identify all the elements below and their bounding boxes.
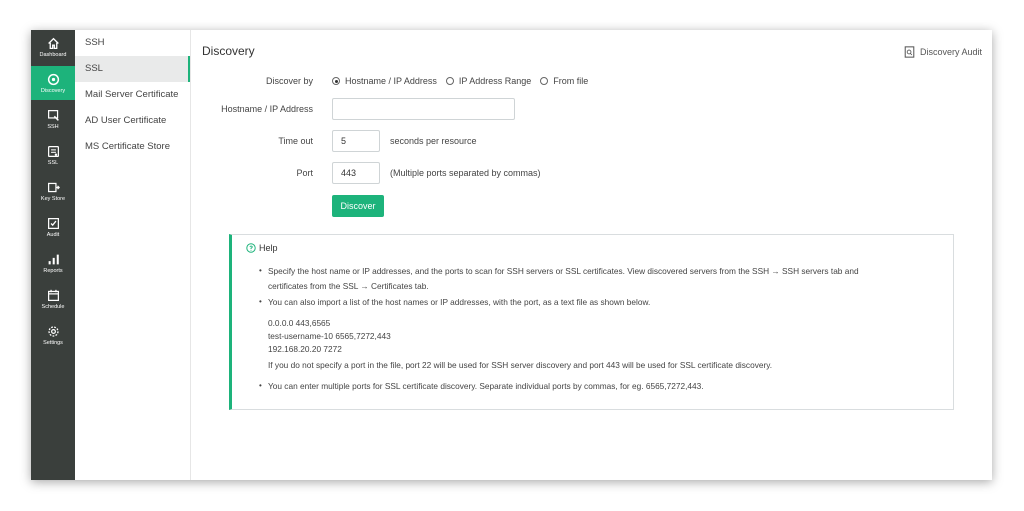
help-panel xyxy=(229,234,954,410)
option-from-file[interactable] xyxy=(540,76,588,86)
option-ip-range-label: IP Address Range xyxy=(458,76,532,86)
hostname-input[interactable] xyxy=(332,98,515,120)
rail-item-ssl[interactable] xyxy=(31,138,75,172)
hostname-label: Hostname / IP Address xyxy=(221,104,313,114)
subnav-item-ms-certificate-store[interactable]: MS Certificate Store xyxy=(85,141,170,152)
sub-navigation xyxy=(75,30,191,480)
subnav-item-ssh[interactable]: SSH xyxy=(85,37,105,48)
rail-item-schedule[interactable] xyxy=(31,282,75,316)
help-line-1b: certificates from the SSL → Certificates tab. xyxy=(268,281,429,291)
discover-by-options xyxy=(332,76,597,86)
bullet-dot: • xyxy=(259,266,262,275)
ssl-icon xyxy=(47,145,60,158)
timeout-hint: seconds per resource xyxy=(390,136,477,146)
ssh-icon xyxy=(47,109,60,122)
example-line-2: test-username-10 6565,7272,443 xyxy=(268,331,391,341)
help-note: If you do not specify a port in the file, port 22 will be used for SSH server discovery and port 443 will be used for SSL certificate discovery. xyxy=(268,360,773,370)
rail-item-key-store[interactable] xyxy=(31,174,75,208)
option-ip-range[interactable] xyxy=(446,76,531,86)
help-line-2: You can also import a list of the host names or IP addresses, with the port, as a text file as shown below. xyxy=(268,297,651,307)
rail-label: Discovery xyxy=(40,87,66,94)
port-hint: (Multiple ports separated by commas) xyxy=(390,168,541,178)
help-heading xyxy=(246,243,278,253)
timeout-input[interactable]: 5 xyxy=(332,130,380,152)
rail-label: Settings xyxy=(43,339,63,346)
rail-item-dashboard[interactable] xyxy=(31,30,75,64)
rail-item-discovery[interactable] xyxy=(31,66,75,100)
rail-label: SSL xyxy=(47,159,59,166)
timeout-label: Time out xyxy=(278,136,313,146)
icon-rail xyxy=(31,30,75,480)
audit-icon xyxy=(47,217,60,230)
help-title: Help xyxy=(259,243,278,253)
subnav-item-ssl[interactable]: SSL xyxy=(75,56,190,82)
help-line-1: Specify the host name or IP addresses, and the ports to scan for SSH servers or SSL certificates. View discovered servers from the SSH → SSH servers tab and xyxy=(268,266,859,276)
discover-button[interactable]: Discover xyxy=(332,195,384,217)
help-icon xyxy=(246,243,256,253)
discover-by-label: Discover by xyxy=(265,76,313,86)
audit-report-icon xyxy=(904,46,915,58)
settings-icon xyxy=(47,325,60,338)
bullet-dot: • xyxy=(259,297,262,306)
rail-item-settings[interactable] xyxy=(31,318,75,352)
rail-label: Audit xyxy=(46,231,60,238)
example-line-1: 0.0.0.0 443,6565 xyxy=(268,318,331,328)
port-input[interactable]: 443 xyxy=(332,162,380,184)
rail-label: Key Store xyxy=(40,195,66,202)
rail-label: Dashboard xyxy=(39,51,67,58)
rail-label: Reports xyxy=(43,267,63,274)
bullet-dot: • xyxy=(259,381,262,390)
radio-hostname[interactable] xyxy=(332,77,340,85)
subnav-item-mail-server-certificate[interactable]: Mail Server Certificate xyxy=(85,89,179,100)
rail-label: Schedule xyxy=(41,303,65,310)
page-title: Discovery xyxy=(202,44,255,58)
rail-item-reports[interactable] xyxy=(31,246,75,280)
home-icon xyxy=(47,37,60,50)
discovery-icon xyxy=(47,73,60,86)
rail-label: SSH xyxy=(47,123,59,130)
example-line-3: 192.168.20.20 7272 xyxy=(268,344,342,354)
key-store-icon xyxy=(47,181,60,194)
option-hostname[interactable] xyxy=(332,76,437,86)
port-label: Port xyxy=(296,168,313,178)
radio-ip-range[interactable] xyxy=(446,77,454,85)
subnav-item-ad-user-certificate[interactable]: AD User Certificate xyxy=(85,115,167,126)
radio-from-file[interactable] xyxy=(540,77,548,85)
rail-item-audit[interactable] xyxy=(31,210,75,244)
rail-item-ssh[interactable] xyxy=(31,102,75,136)
discovery-audit-link[interactable] xyxy=(904,46,982,58)
option-hostname-label: Hostname / IP Address xyxy=(345,76,437,86)
option-from-file-label: From file xyxy=(553,76,589,86)
main-content xyxy=(191,30,992,480)
discovery-audit-label: Discovery Audit xyxy=(919,47,982,57)
reports-icon xyxy=(47,253,60,266)
help-line-3: You can enter multiple ports for SSL certificate discovery. Separate individual ports by commas, for eg. 6565,7272,443. xyxy=(268,381,704,391)
schedule-icon xyxy=(47,289,60,302)
app-window xyxy=(31,30,992,480)
